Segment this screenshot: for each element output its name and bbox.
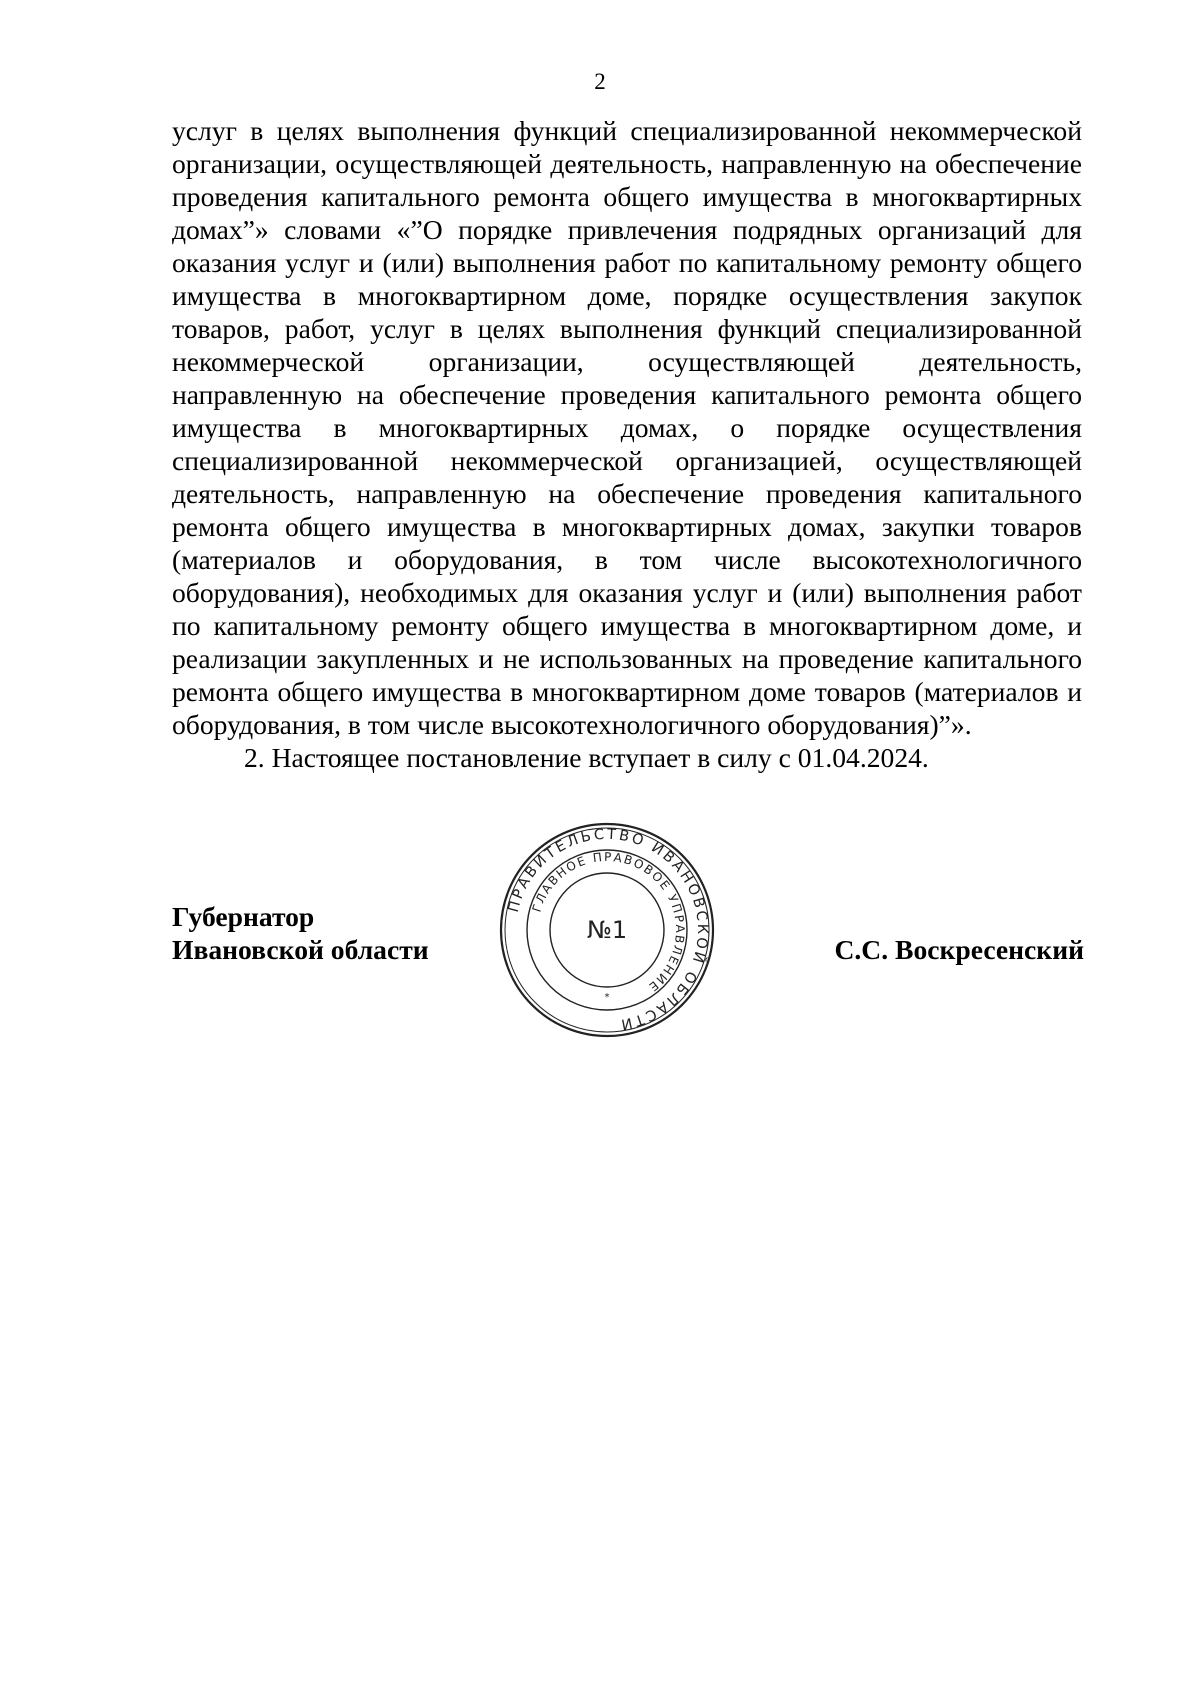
- paragraph-continuation: услуг в целях выполнения функций специализированной некоммерческой организации, осуществляющей деятельность, направленную на обеспечение проведения капитального ремонта общего имущества в многоквартирных домах”» словами «”О порядке привлечения подрядных организаций для оказания услуг и (или) выполнения работ по капитальному ремонту общего имущества в многоквартирном доме, порядке осуществления закупок товаров, работ, услуг в целях выполнения функций специализированной некоммерческой организации, осуществляющей деятельность, направленную на обеспечение проведения капитального ремонта общего имущества в многоквартирных домах, о порядке осуществления специализированной некоммерческой организацией, осуществляющей деятельность, направленную на обеспечение проведения капитального ремонта общего имущества в многоквартирных домах, закупки товаров (материалов и оборудования, в том числе высокотехнологичного оборудования), необходимых для оказания услуг и (или) выполнения работ по капитальному ремонту общего имущества в многоквартирном доме, и реализации закупленных и не использованных на проведение капитального ремонта общего имущества в многоквартирном доме товаров (материалов и оборудования, в том числе высокотехнологичного оборудования)”».: [172, 115, 1082, 740]
- signatory-title-line1: Губернатор: [172, 901, 315, 932]
- seal-outer-text: ПРАВИТЕЛЬСТВО ИВАНОВСКОЙ ОБЛАСТИ: [505, 826, 711, 1033]
- seal-star-icon: *: [604, 992, 610, 1003]
- paragraph-item-2: 2. Настоящее постановление вступает в силу с 01.04.2024.: [244, 742, 929, 773]
- signatory-title-line2: Ивановской области: [172, 934, 429, 965]
- document-body: [172, 114, 1082, 774]
- page-number: 2: [594, 69, 606, 94]
- official-seal: [497, 820, 717, 1040]
- signatory-name: С.С. Воскресенский: [834, 934, 1084, 965]
- seal-center-text: №1: [586, 916, 628, 944]
- seal-inner-text: ГЛАВНОЕ ПРАВОВОЕ УПРАВЛЕНИЕ: [529, 849, 688, 995]
- signatory-title: [172, 900, 429, 966]
